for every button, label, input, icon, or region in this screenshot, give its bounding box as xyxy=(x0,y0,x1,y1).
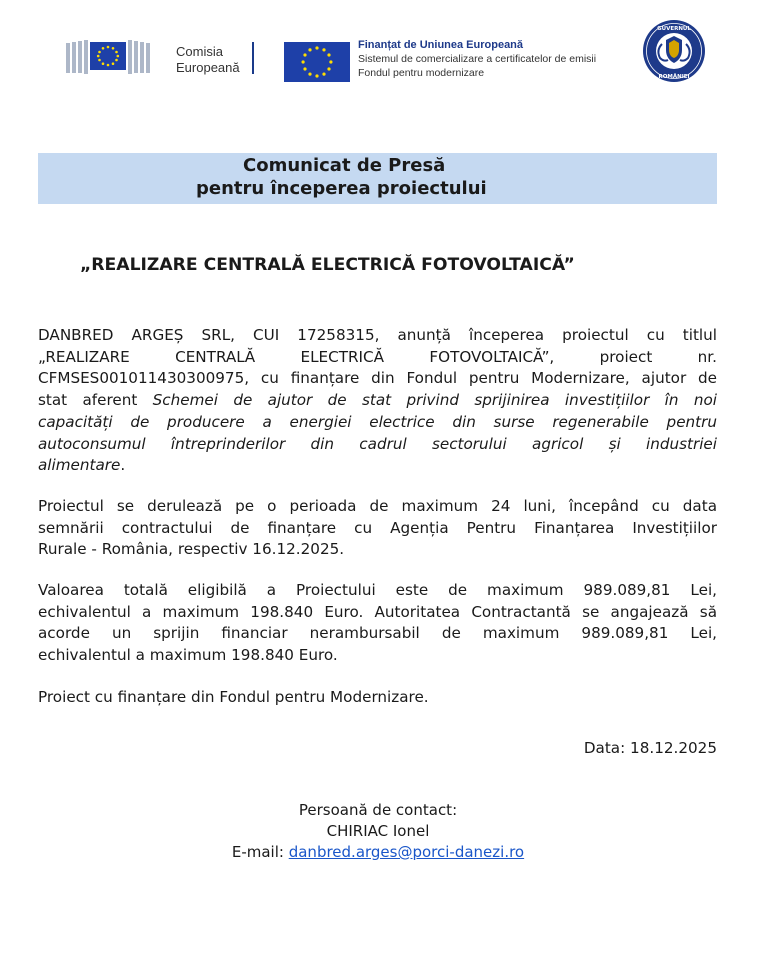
european-commission-logo xyxy=(66,34,256,80)
p1-line xyxy=(38,455,717,477)
svg-text:GUVERNUL: GUVERNUL xyxy=(657,26,691,32)
romanian-government-seal-icon xyxy=(638,18,710,84)
p1-line-italic: autoconsumul întreprinderilor din cadrul sectorului agricol și industriei xyxy=(38,434,717,453)
commission-building-icon xyxy=(66,37,152,77)
contact-name: CHIRIAC Ionel xyxy=(326,822,430,840)
svg-text:ROMÂNIEI: ROMÂNIEI xyxy=(658,74,690,80)
eu-funding-subtitle: Sistemul de comercializare a certificatelor de emisii xyxy=(358,53,597,65)
commission-wordmark xyxy=(176,44,240,76)
p3-line: echivalentul a maximum 198.840 Euro. Autoritatea Contractantă se angajează să xyxy=(38,602,717,621)
header-line2: pentru începerea proiectului xyxy=(196,178,487,199)
p1-line xyxy=(38,434,717,456)
eu-funding-title: Finanțat de Uniunea Europeană xyxy=(358,39,524,51)
p2-line: Rurale - România, respectiv 16.12.2025. xyxy=(38,540,345,559)
contact-block xyxy=(0,800,756,863)
project-title: „REALIZARE CENTRALĂ ELECTRICĂ FOTOVOLTAICĂ” xyxy=(80,255,575,275)
commission-divider xyxy=(252,42,254,74)
header-line1: Comunicat de Presă xyxy=(243,155,446,176)
email-label: E-mail: xyxy=(231,843,289,861)
p1-line-italic: capacități de producere a energiei electrice din surse regenerabile pentru xyxy=(38,412,717,431)
eu-flag-icon xyxy=(284,42,350,82)
contact-label: Persoană de contact: xyxy=(298,801,458,819)
p1-line-plain: stat aferent xyxy=(38,391,153,410)
email-link[interactable]: danbred.arges@porci-danezi.ro xyxy=(288,843,525,861)
p3-line: echivalentul a maximum 198.840 Euro. xyxy=(38,646,338,665)
p1-line-italic: Schemei de ajutor de stat privind sprijinirea investițiilor în noi xyxy=(152,391,717,410)
p1-line: CFMSES001011430300975, cu finanțare din Fondul pentru Modernizare, ajutor de xyxy=(38,369,717,388)
p3-line: Valoarea totală eligibilă a Proiectului este de maximum 989.089,81 Lei, xyxy=(38,581,717,599)
paragraph-duration xyxy=(38,496,717,561)
p1-line: „REALIZARE CENTRALĂ ELECTRICĂ FOTOVOLTAICĂ”, proiect nr. xyxy=(38,347,717,366)
eu-funding-fund: Fondul pentru modernizare xyxy=(358,67,485,79)
p1-line xyxy=(38,390,717,412)
eu-funding-logo xyxy=(284,38,624,82)
eu-funding-text xyxy=(358,38,596,80)
p3-line: acorde un sprijin financiar nerambursabil de maximum 989.089,81 Lei, xyxy=(38,624,717,643)
paragraph-value xyxy=(38,580,717,667)
contact-email-row xyxy=(0,842,756,863)
p2-line: Proiectul se derulează pe o perioada de maximum 24 luni, începând cu data xyxy=(38,497,717,515)
p4-line: Proiect cu finanțare din Fondul pentru Modernizare. xyxy=(38,688,429,706)
commission-line2: Europeană xyxy=(176,60,240,75)
p1-line: DANBRED ARGEȘ SRL, CUI 17258315, anunță începerea proiectul cu titlul xyxy=(38,326,717,344)
commission-line1: Comisia xyxy=(176,44,223,59)
p1-line-plain: . xyxy=(120,456,126,475)
press-release-header xyxy=(38,153,717,204)
p1-line xyxy=(38,412,717,434)
release-date: Data: 18.12.2025 xyxy=(583,739,717,757)
p2-line: semnării contractului de finanțare cu Agenția Pentru Finanțarea Investițiilor xyxy=(38,518,717,537)
paragraph-funding xyxy=(38,687,717,709)
paragraph-announcement xyxy=(38,325,717,477)
p1-line-italic: alimentare xyxy=(38,456,121,475)
